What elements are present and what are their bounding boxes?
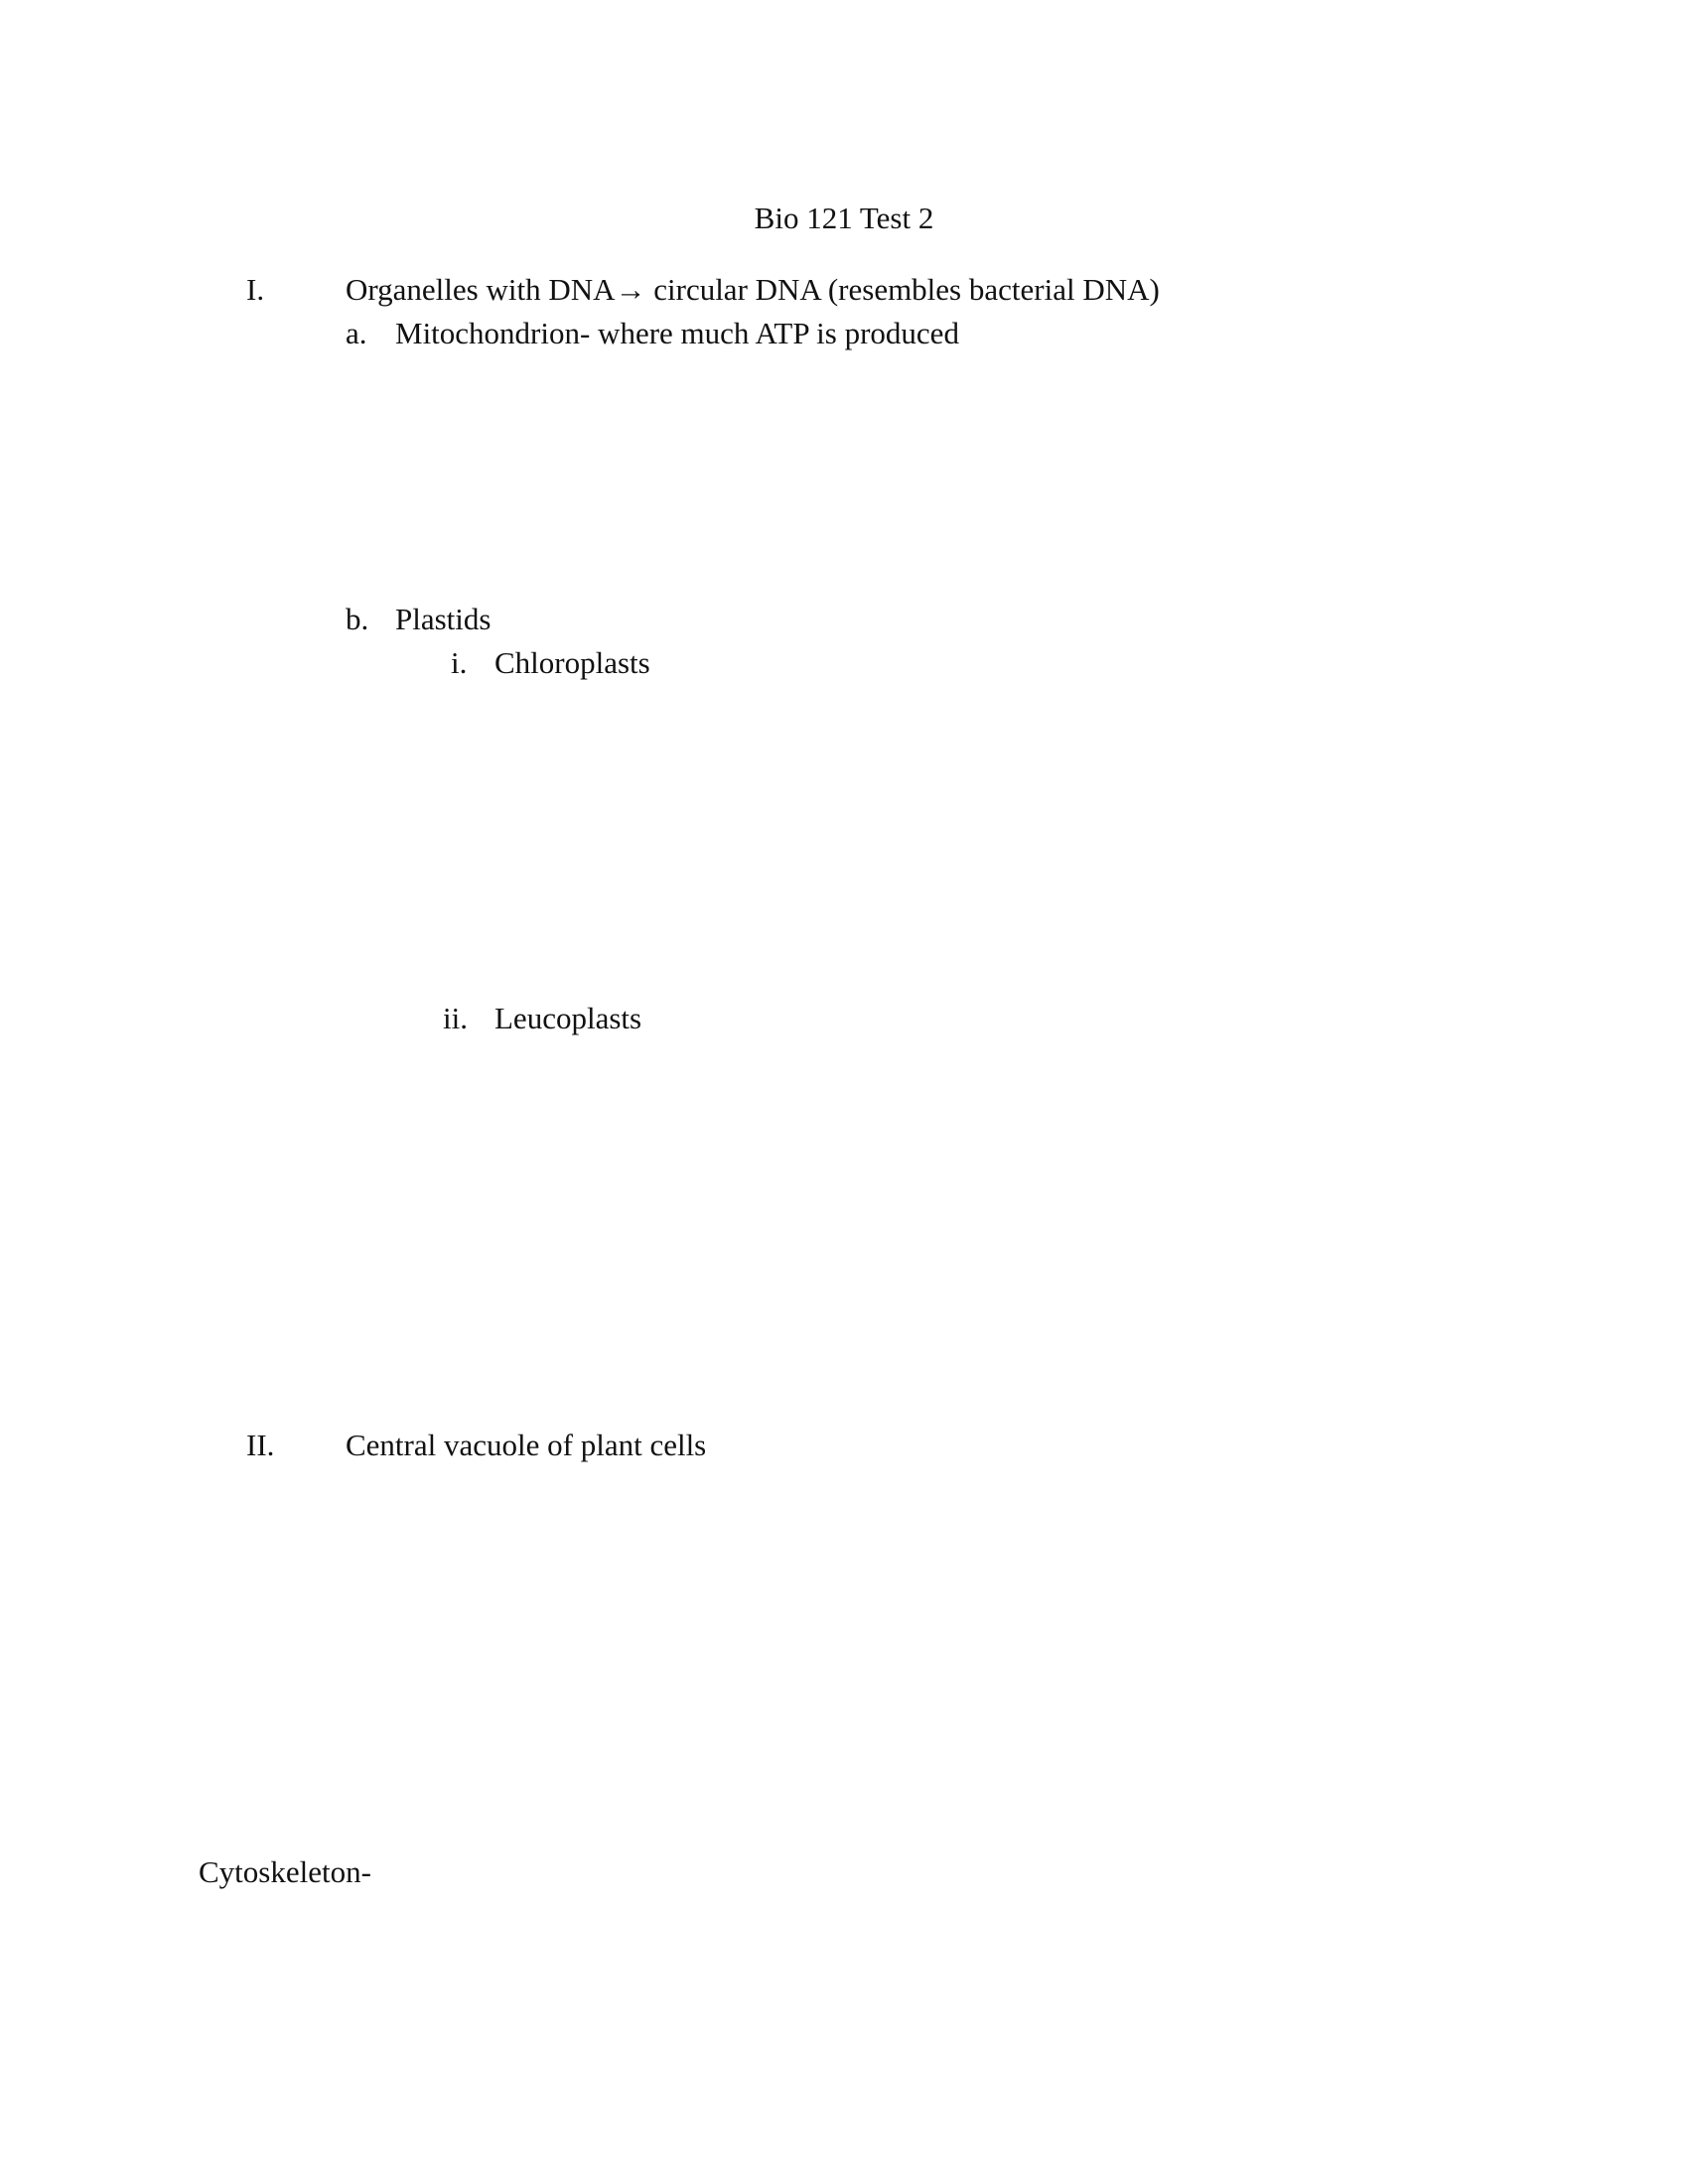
sub-i-text: Chloroplasts	[494, 645, 650, 680]
section-1-marker: I.	[246, 272, 265, 307]
item-b-marker: b.	[346, 602, 369, 636]
item-b-text: Plastids	[395, 602, 492, 636]
sub-ii-marker: ii.	[443, 1001, 468, 1035]
sub-ii-text: Leucoplasts	[494, 1001, 642, 1035]
section-1-text: Organelles with DNA→ circular DNA (resembles bacterial DNA)	[346, 272, 1160, 307]
section-2-marker: II.	[246, 1428, 275, 1462]
item-a-text: Mitochondrion- where much ATP is produced	[395, 316, 959, 350]
footer-term: Cytoskeleton-	[199, 1854, 371, 1889]
sub-i-marker: i.	[451, 645, 468, 680]
item-a-marker: a.	[346, 316, 367, 350]
section-2-text: Central vacuole of plant cells	[346, 1428, 707, 1462]
page-title: Bio 121 Test 2	[754, 201, 934, 235]
